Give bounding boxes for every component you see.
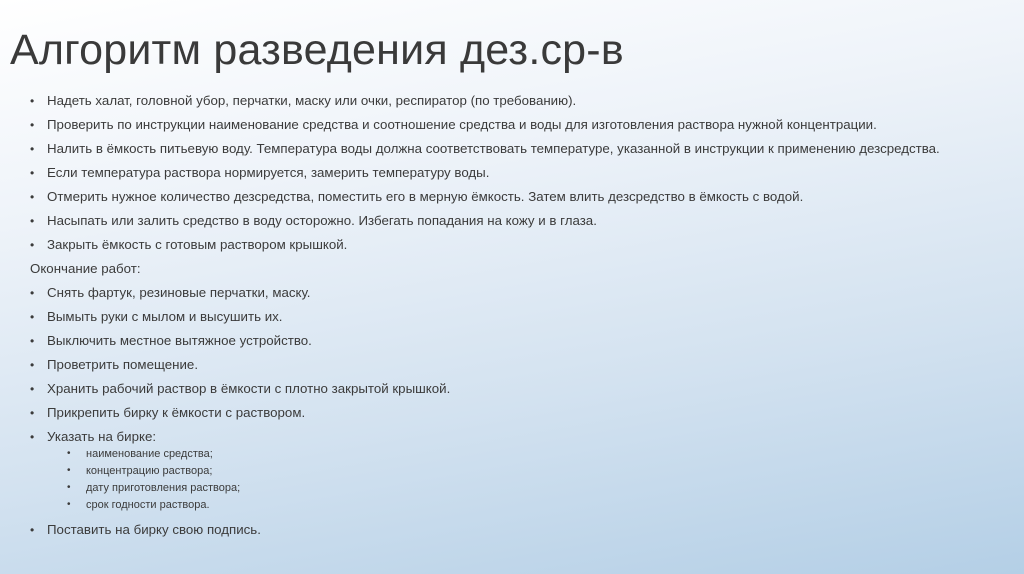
list-item-text: Надеть халат, головной убор, перчатки, маску или очки, респиратор (по требованию). (47, 93, 577, 108)
list-item-text: Если температура раствора нормируется, замерить температуру воды. (47, 165, 490, 180)
list-item (30, 238, 980, 252)
sub-list-item-text: срок годности раствора. (86, 499, 210, 511)
end-of-work-heading: Окончание работ: (30, 261, 141, 276)
list-item (30, 382, 980, 396)
bullet-icon: • (30, 238, 35, 252)
list-item (30, 523, 980, 537)
bullet-icon: • (30, 142, 35, 156)
bullet-icon: • (30, 334, 35, 348)
list-item (30, 286, 980, 300)
bullet-icon: • (67, 448, 71, 459)
list-item (30, 358, 980, 372)
list-item-text: Указать на бирке: (47, 429, 157, 444)
list-item-text: Выключить местное вытяжное устройство. (47, 333, 312, 348)
bullet-list-preparation (30, 94, 980, 252)
bullet-icon: • (30, 94, 35, 108)
bullet-icon: • (30, 406, 35, 420)
list-item (30, 214, 980, 228)
list-item (30, 94, 980, 108)
list-item-text: Прикрепить бирку к ёмкости с раствором. (47, 405, 306, 420)
sub-list-item (67, 499, 980, 511)
sub-list-item-text: наименование средства; (86, 448, 213, 460)
bullet-icon: • (30, 190, 35, 204)
list-item (30, 166, 980, 180)
bullet-icon: • (30, 523, 35, 537)
list-item-text: Закрыть ёмкость с готовым раствором крышкой. (47, 237, 348, 252)
sub-list-item-text: дату приготовления раствора; (86, 482, 241, 494)
list-item-text: Поставить на бирку свою подпись. (47, 522, 261, 537)
sub-list-item (67, 448, 980, 460)
list-item (30, 310, 980, 324)
list-item (30, 406, 980, 420)
list-item-text: Вымыть руки с мылом и высушить их. (47, 309, 283, 324)
bullet-icon: • (30, 430, 35, 444)
bullet-icon: • (30, 118, 35, 132)
bullet-icon: • (30, 286, 35, 300)
bullet-icon: • (67, 499, 71, 510)
list-item-text: Снять фартук, резиновые перчатки, маску. (47, 285, 311, 300)
list-item-text: Хранить рабочий раствор в ёмкости с плотно закрытой крышкой. (47, 381, 451, 396)
slide-title: Алгоритм разведения дез.ср-в (10, 26, 624, 74)
list-item-text: Проветрить помещение. (47, 357, 199, 372)
bullet-icon: • (30, 166, 35, 180)
list-item (30, 190, 980, 204)
bullet-icon: • (30, 382, 35, 396)
list-item (30, 118, 980, 132)
label-sublist (47, 448, 980, 511)
list-item-text: Проверить по инструкции наименование средства и соотношение средства и воды для изготовления раствора нужной концентрации. (47, 117, 877, 132)
bullet-icon: • (30, 310, 35, 324)
sub-list-item (67, 465, 980, 477)
bullet-list-end-of-work (30, 286, 980, 537)
sub-list-item-text: концентрацию раствора; (86, 465, 213, 477)
list-item-text: Отмерить нужное количество дезсредства, поместить его в мерную ёмкость. Затем влить дезсредство в ёмкость с водой. (47, 189, 804, 204)
list-item (30, 334, 980, 348)
slide-content (30, 94, 980, 547)
list-item-label-instructions (30, 430, 980, 511)
bullet-icon: • (30, 358, 35, 372)
list-item-text: Налить в ёмкость питьевую воду. Температура воды должна соответствовать температуре, указанной в инструкции к применению дезсредства. (47, 141, 940, 156)
sub-list-item (67, 482, 980, 494)
list-item-text: Насыпать или залить средство в воду осторожно. Избегать попадания на кожу и в глаза. (47, 213, 597, 228)
list-item (30, 142, 980, 156)
bullet-icon: • (30, 214, 35, 228)
bullet-icon: • (67, 465, 71, 476)
bullet-icon: • (67, 482, 71, 493)
